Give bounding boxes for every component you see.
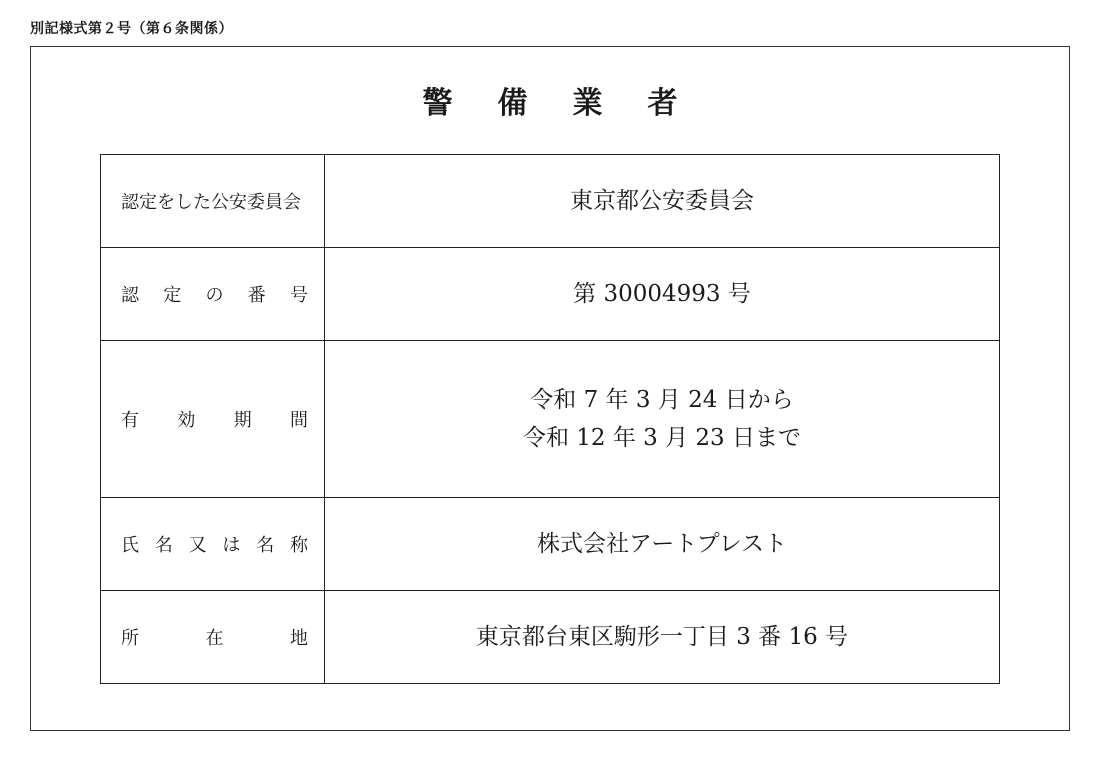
label-char: 有: [121, 410, 139, 431]
field-value-commission: 東京都公安委員会: [570, 188, 754, 214]
label-char: の: [205, 285, 224, 306]
label-char: 地: [290, 628, 308, 649]
label-char: は: [222, 535, 241, 556]
certificate-table: [100, 154, 1000, 684]
field-value-address: 東京都台東区駒形一丁目 3 番 16 号: [475, 624, 849, 650]
value-cell: [325, 591, 1000, 684]
label-char: 又: [188, 535, 207, 556]
field-label-name: [121, 531, 308, 557]
label-char: 氏: [121, 535, 139, 556]
field-value-validity-start: 令和 7 年 3 月 24 日から: [530, 387, 794, 413]
label-char: 所: [121, 628, 139, 649]
field-label-validity-period: [121, 406, 308, 432]
label-char: 称: [289, 535, 308, 556]
document-title: [0, 82, 1100, 126]
label-char: 番: [247, 285, 266, 306]
field-value-certification-number: 第 30004993 号: [573, 281, 751, 307]
label-cell: [101, 341, 325, 498]
field-label-commission: 認定をした公安委員会: [121, 192, 301, 213]
label-cell: [101, 591, 325, 684]
field-value-validity-end: 令和 12 年 3 月 23 日まで: [522, 425, 802, 451]
title-char: 者: [647, 86, 678, 121]
field-label-certification-number: [121, 281, 308, 307]
label-char: 期: [233, 410, 252, 431]
label-cell: [101, 248, 325, 341]
label-cell: [101, 498, 325, 591]
table-row-validity-period: [101, 341, 1000, 498]
field-label-address: [121, 624, 308, 650]
title-char: 警: [422, 86, 453, 121]
title-char: 備: [497, 86, 528, 121]
label-char: 間: [289, 410, 308, 431]
label-char: 効: [177, 410, 196, 431]
table-row-address: [101, 591, 1000, 684]
label-char: 在: [205, 628, 224, 649]
field-value-name: 株式会社アートプレスト: [536, 531, 787, 557]
value-cell: [325, 248, 1000, 341]
label-char: 定: [163, 285, 182, 306]
table-row-certification-number: [101, 248, 1000, 341]
label-char: 号: [290, 285, 308, 306]
value-cell: [325, 155, 1000, 248]
label-char: 名: [256, 535, 275, 556]
label-char: 名: [154, 535, 173, 556]
label-cell: [101, 155, 325, 248]
value-cell: [325, 341, 1000, 498]
table-row-commission: [101, 155, 1000, 248]
value-cell: [325, 498, 1000, 591]
table-row-name: [101, 498, 1000, 591]
title-char: 業: [572, 86, 603, 121]
label-char: 認: [121, 285, 139, 306]
form-caption: 別記様式第２号（第６条関係）: [30, 21, 233, 37]
